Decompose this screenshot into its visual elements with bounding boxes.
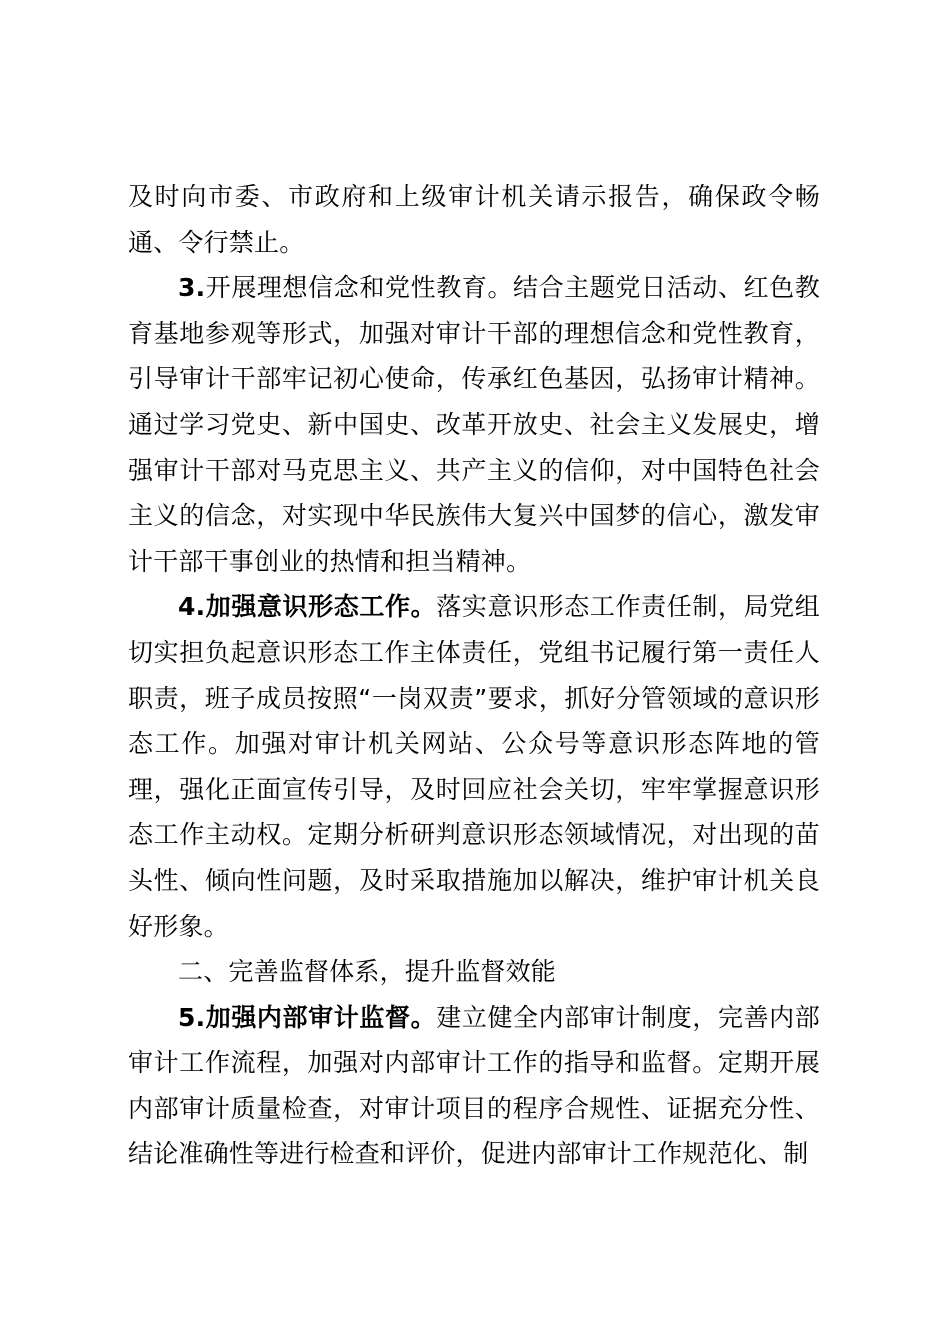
- section-heading: [128, 949, 820, 995]
- paragraph-continuation: [128, 174, 820, 265]
- paragraph-item-5: [128, 995, 820, 1177]
- paragraph-heading: 4.加强意识形态工作。: [178, 592, 437, 622]
- paragraph-text: 建立健全内部审计制度，完善内部审计工作流程，加强对内部审计工作的指导和监督。定期开展内部审计质量检查，对审计项目的程序合规性、证据充分性、结论准确性等进行检查和评价，促进内部审计工作规范化、制: [128, 1002, 820, 1169]
- paragraph-number: 3.: [178, 273, 206, 303]
- paragraph-item-4: [128, 584, 820, 949]
- paragraph-text: 落实意识形态工作责任制，局党组切实担负起意识形态工作主体责任，党组书记履行第一责任人职责，班子成员按照“一岗双责”要求，抓好分管领域的意识形态工作。加强对审计机关网站、公众号等意识形态阵地的管理，强化正面宣传引导，及时回应社会关切，牢牢掌握意识形态工作主动权。定期分析研判意识形态领域情况，对出现的苗头性、倾向性问题，及时采取措施加以解决，维护审计机关良好形象。: [128, 592, 820, 941]
- document-body: [128, 174, 820, 1177]
- section-heading-text: 二、完善监督体系，提升监督效能: [178, 957, 557, 987]
- paragraph-heading: 5.加强内部审计监督。: [178, 1002, 437, 1032]
- paragraph-item-3: [128, 265, 820, 584]
- paragraph-text: 及时向市委、市政府和上级审计机关请示报告，确保政令畅通、令行禁止。: [128, 182, 820, 257]
- paragraph-text: 开展理想信念和党性教育。结合主题党日活动、红色教育基地参观等形式，加强对审计干部的理想信念和党性教育，引导审计干部牢记初心使命，传承红色基因，弘扬审计精神。通过学习党史、新中国史、改革开放史、社会主义发展史，增强审计干部对马克思主义、共产主义的信仰，对中国特色社会主义的信念，对实现中华民族伟大复兴中国梦的信心，激发审计干部干事创业的热情和担当精神。: [128, 273, 820, 576]
